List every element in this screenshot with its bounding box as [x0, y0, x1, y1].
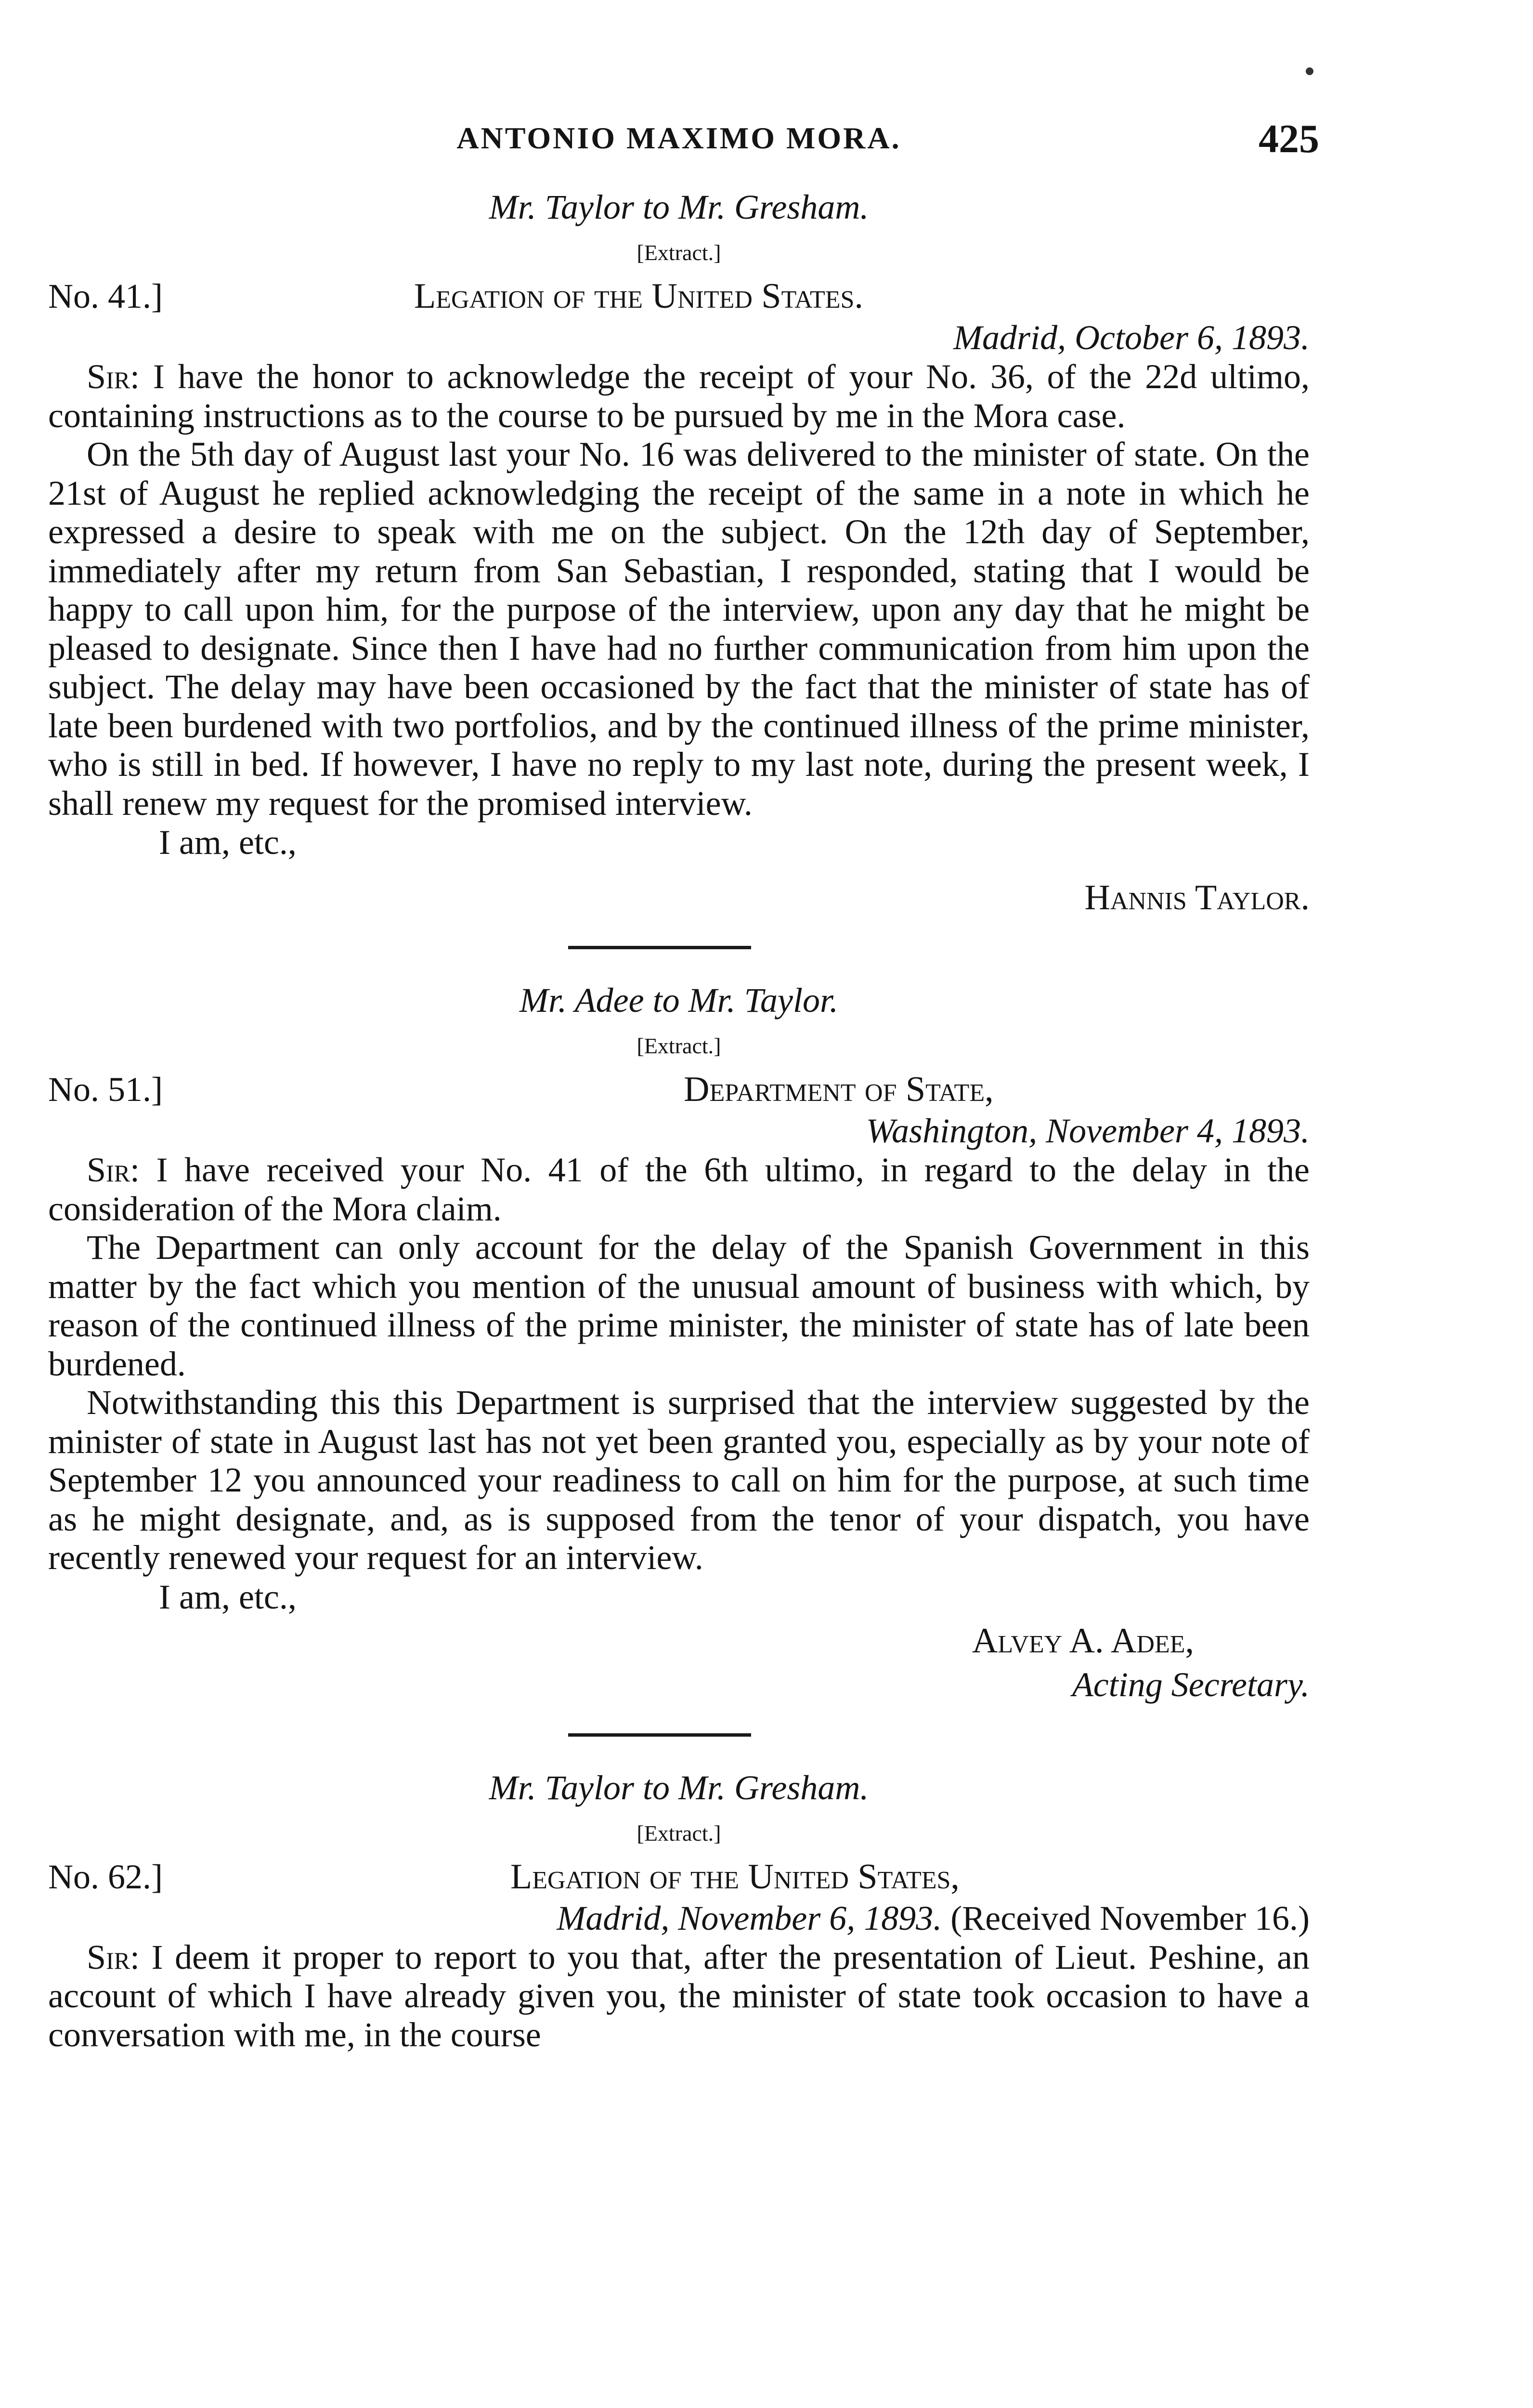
letter-3-heading: Mr. Taylor to Mr. Gresham. [489, 1768, 869, 1807]
letter-2-closing: I am, etc., [159, 1577, 297, 1616]
letter-1-number-line [48, 275, 1310, 318]
letter-2-number-line [48, 1068, 1310, 1111]
running-head [48, 116, 1319, 183]
ink-speck [1306, 67, 1313, 75]
salutation: Sir [87, 1937, 130, 1976]
letter-2-paragraph-1: Sir: I have received your No. 41 of the 6th ultimo, in regard to the delay in the consideration of the Mora claim. [48, 1151, 1310, 1228]
letter-1-closing: I am, etc., [159, 823, 297, 862]
letter-1-signature: Hannis Taylor. [1084, 878, 1310, 917]
letter-3-dateline [48, 1898, 1310, 1938]
letter-2-number: No. 51.] [48, 1070, 163, 1109]
letter-3-date: Madrid, November 6, 1893. [557, 1898, 942, 1937]
letter-1-paragraph-2: On the 5th day of August last your No. 16 was delivered to the minister of state. On the 21st of August he replied acknowledging the receipt of the same in a note in which he expressed a desire to speak with me on the subject. On the 12th day of September, immediately after my return from San Sebastian, I responded, stating that I would be happy to call upon him, for the purpose of the interview, upon any day that he might be pleased to designate. Since then I have had no further communication from him upon the subject. The delay may have been occasioned by the fact that the minister of state has of late been burdened with two portfolios, and by the continued illness of the prime minister, who is still in bed. If however, I have no reply to my last note, during the present week, I shall renew my request for the promised interview. [48, 435, 1310, 823]
letter-2-dateline: Washington, November 4, 1893. [866, 1112, 1310, 1150]
letter-2-heading: Mr. Adee to Mr. Taylor. [519, 981, 839, 1020]
letter-3 [48, 1764, 1310, 2055]
letter-1-paragraph-1: Sir: I have the honor to acknowledge the receipt of your No. 36, of the 22d ultimo, containing instructions as to the course to be pursued by me in the Mora case. [48, 357, 1310, 435]
section-divider [568, 1733, 751, 1737]
letter-2-extract-label: [Extract.] [637, 1034, 721, 1058]
letter-2-signature: Alvey A. Adee, [972, 1621, 1194, 1661]
letter-2-paragraph-3: Notwithstanding this this Department is surprised that the interview suggested by the minister of state in August last has not yet been granted you, especially as by your note of September 12 you announced your readiness to call on him for the purpose, at such time as he might designate, and, as is supposed from the tenor of your dispatch, you have recently renewed your request for an interview. [48, 1383, 1310, 1577]
letter-3-office: Legation of the United States, [510, 1857, 960, 1897]
text-column [48, 116, 1319, 2054]
letter-3-received-note: (Received November 16.) [950, 1898, 1310, 1937]
letter-2-office: Department of State, [684, 1070, 994, 1109]
letter-1-dateline: Madrid, October 6, 1893. [953, 318, 1310, 357]
page-number: 425 [1259, 117, 1319, 161]
salutation: Sir [87, 357, 130, 396]
running-head-title: ANTONIO MAXIMO MORA. [456, 121, 901, 155]
letter-3-paragraph-1: Sir: I deem it proper to report to you that, after the presentation of Lieut. Peshine, an account of which I have already given you, the minister of state took occasion to have a conversation with me, in the course [48, 1937, 1310, 2054]
letter-1-extract-label: [Extract.] [637, 240, 721, 265]
letter-2-signature-title: Acting Secretary. [1072, 1665, 1310, 1704]
letter-3-number-line [48, 1855, 1310, 1898]
letter-1-office: Legation of the United States. [414, 276, 863, 316]
letter-1-heading: Mr. Taylor to Mr. Gresham. [489, 188, 869, 226]
letter-3-number: No. 62.] [48, 1857, 163, 1896]
letter-2 [48, 976, 1310, 1704]
letter-1 [48, 183, 1310, 922]
letter-3-extract-label: [Extract.] [637, 1820, 721, 1845]
letter-2-paragraph-2: The Department can only account for the delay of the Spanish Government in this matter by the fact which you mention of the unusual amount of business with which, by reason of the continued illness of the prime minister, the minister of state has of late been burdened. [48, 1228, 1310, 1383]
salutation: Sir [87, 1151, 130, 1189]
letter-1-number: No. 41.] [48, 277, 163, 315]
section-divider [568, 946, 751, 949]
